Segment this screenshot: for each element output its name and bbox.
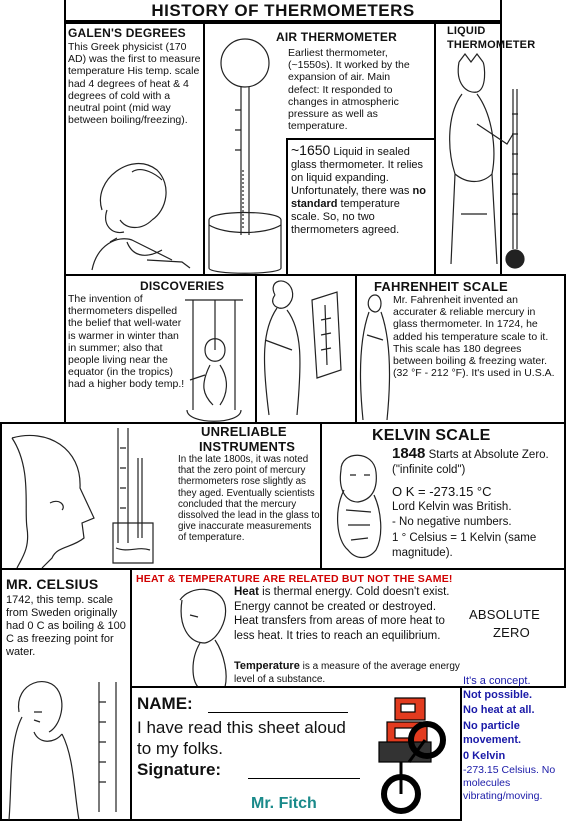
absolute-heading-1: ABSOLUTE	[469, 607, 540, 622]
kelvin-line3: - No negative numbers.	[392, 516, 512, 528]
page-title: HISTORY OF THERMOMETERS	[64, 0, 502, 22]
celsius-text: 1742, this temp. scale from Sweden originally had 0 C as boiling & 100 C as freezing point for water.	[6, 594, 126, 658]
motorcycle-rider-icon	[365, 690, 455, 816]
absolute-b1: Not possible.	[463, 689, 533, 701]
liquid-bold: no standard	[291, 185, 426, 210]
kelvin-year: 1848	[392, 445, 426, 462]
galen-illustration	[72, 150, 197, 270]
temperature-text: is a measure of the average energy level of a substance.	[234, 661, 460, 685]
well-illustration	[175, 290, 253, 420]
profile-illustration	[2, 428, 117, 568]
signature-line	[137, 760, 221, 780]
kelvin-portrait-illustration	[326, 450, 384, 565]
kelvin-zero-line: O K = -273.15 °C	[392, 484, 492, 499]
scientist-illustration	[437, 54, 527, 272]
liquid-text-b: temperature scale. So, no two thermometers agreed.	[291, 198, 400, 236]
heat-word: Heat	[234, 586, 259, 598]
air-thermometer-illustration	[205, 30, 285, 275]
liquid-text-block	[291, 143, 431, 237]
kelvin-line2: Lord Kelvin was British.	[392, 501, 512, 513]
kelvin-line4: 1 ° Celsius = 1 Kelvin (same magnitude).	[392, 532, 537, 559]
celsius-heading: MR. CELSIUS	[6, 576, 99, 592]
absolute-heading-2: ZERO	[493, 625, 530, 640]
signature-label: Signature:	[137, 760, 222, 779]
fahrenheit-portrait-illustration	[357, 290, 395, 422]
unreliable-heading-1: UNRELIABLE	[201, 424, 287, 439]
galen-heading: GALEN'S DEGREES	[68, 26, 186, 40]
galen-text: This Greek physicist (170 AD) was the first to measure temperature His temp. scale had 4 degrees of heat & 4 degrees of cold with a neutral point (mid way between boiling/freezing).	[68, 41, 201, 127]
discoveries-text: The invention of thermometers dispelled the belief that well-water is warmer in winter than in summer; also that people living near the equator (in the tropics) had a higher body temp.!	[68, 293, 185, 391]
unreliable-heading-2: INSTRUMENTS	[199, 439, 296, 454]
heat-text-block	[234, 585, 462, 643]
liquid-heading-2: THERMOMETER	[447, 39, 536, 51]
thermometer-beaker-illustration	[108, 428, 178, 568]
liquid-year: ~1650	[291, 142, 331, 158]
absolute-concept: It's a concept.	[463, 675, 531, 687]
kelvin-text-block	[392, 446, 564, 478]
temperature-word: Temperature	[234, 660, 300, 672]
fahrenheit-figures-illustration	[257, 280, 353, 420]
name-label: NAME:	[137, 694, 193, 713]
unreliable-text: In the late 1800s, it was noted that the zero point of mercury thermometers rose slightly as they aged. Eventually scientists concluded that the mercury dissolved the lead in the glass to give inaccurate measurements of temperature.	[178, 454, 320, 544]
absolute-tail: -273.15 Celsius. No molecules vibrating/moving.	[463, 764, 556, 802]
liquid-heading-1: LIQUID	[447, 25, 486, 37]
celsius-illustration	[4, 672, 129, 820]
temperature-text-block	[234, 660, 462, 686]
signature-underline[interactable]	[248, 778, 360, 779]
absolute-b3: No particle movement.	[463, 720, 522, 746]
discoveries-heading: DISCOVERIES	[140, 279, 225, 293]
kelvin-line1: Starts at Absolute Zero. ("infinite cold")	[392, 449, 549, 476]
absolute-b4: 0 Kelvin	[463, 750, 506, 762]
air-heading: AIR THERMOMETER	[276, 30, 397, 44]
fahrenheit-heading: FAHRENHEIT SCALE	[374, 279, 508, 294]
heat-banner: HEAT & TEMPERATURE ARE RELATED BUT NOT THE SAME!	[136, 573, 453, 585]
read-statement: I have read this sheet aloud to my folks.	[137, 718, 346, 758]
heat-portrait-illustration	[170, 585, 238, 687]
liquid-text-a: Liquid in sealed glass thermometer. It relies on liquid expanding. Unfortunately, there was	[291, 146, 424, 197]
teacher-name: Mr. Fitch	[251, 795, 317, 812]
heat-text: is thermal energy. Cold doesn't exist. Energy cannot be created or destroyed. Heat transfers from areas of more heat to less heat. It tries to reach an equilibrium.	[234, 586, 450, 642]
air-text: Earliest thermometer, (~1550s). It worked by the expansion of air. Main defect: It responded to changes in atmospheric pressure as well as temperature.	[288, 47, 410, 133]
absolute-b2: No heat at all.	[463, 704, 535, 716]
name-underline[interactable]	[208, 712, 348, 713]
fahrenheit-text: Mr. Fahrenheit invented an accurater & reliable mercury in glass thermometer. In 1724, he added his temperature scale to it. This scale has 180 degrees between boiling & freezing water. (32 °F - 212 °F). It's used in U.S.A.	[393, 294, 555, 380]
kelvin-heading: KELVIN SCALE	[372, 427, 491, 444]
name-line	[137, 694, 193, 714]
